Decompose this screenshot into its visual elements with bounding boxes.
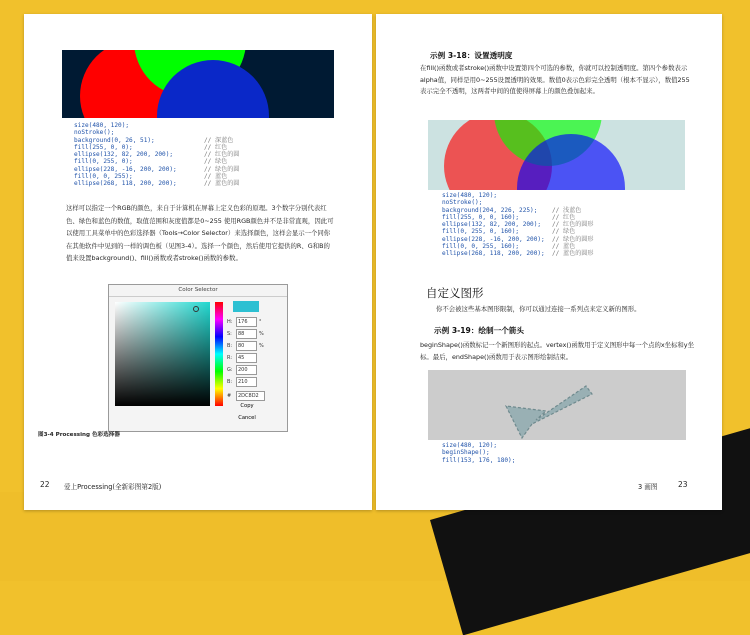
color-field-label: B: [227,343,233,349]
code-line: beginShape(); [442,449,490,457]
color-field-row [227,377,285,389]
section-title: 自定义图形 [426,286,484,300]
code-line [442,199,545,206]
code-line [74,180,240,188]
code-line [442,221,594,229]
code-text: ellipse(132, 82, 200, 200); [74,151,174,159]
code-line [74,158,228,166]
code-text: size(480, 120); [74,122,130,129]
code-text: size(480, 120); [442,192,498,199]
code-line [74,129,177,136]
code-text: ellipse(228, -16, 200, 200); [442,235,545,243]
color-field-input[interactable]: 80 [236,341,257,351]
code-line [442,250,594,258]
book-title: 爱上Processing(全新彩图第2版) [64,483,162,491]
color-field-label: S: [227,331,232,337]
code-line: fill(153, 176, 180); [442,456,516,464]
color-field-label: G: [227,367,233,373]
code-line [442,228,576,236]
code-comment: // 蓝色 [552,243,576,251]
color-field-row [227,353,285,365]
code-comment: // 浅蓝色 [552,206,582,214]
figure-caption: 图3-4 Processing 色彩选择器 [38,432,120,438]
code-line [74,143,228,151]
color-field-label: B: [227,379,233,385]
code-text: fill(255, 0, 0, 160); [442,213,520,221]
rgb-circles-figure [62,50,334,118]
transparent-circles-figure [428,120,685,190]
copy-button[interactable]: Copy [240,403,254,409]
code-text: ellipse(268, 118, 200, 200); [442,250,545,258]
color-field-row [227,365,285,377]
color-field-row [227,329,285,341]
body-paragraph: 这样可以指定一个RGB的颜色，来自于计算机在屏幕上定义色彩的原理。3个数字分别代表红色、绿色和蓝色的数值，取值范围和灰度值都是0~255 使用RGB颜色并不是非常直观，因此可以使用工具菜单中的色彩选择器（Tools→Color Selector）来选择颜色，这样会显示一个同你在其他软件中见到的一样的调色板（见图3-4）。选择一个颜色，然后使用它提供的R、G和B的值来设置background()、fill()函数或者stroke()函数的参数。 [66,204,334,263]
example-3-18-text: 在fill()函数或者stroke()函数中设置第四个可选的参数，你就可以控制透明度。第四个参数表示alpha值，同样是用0~255设置透明的效果。数值0表示色彩完全透明（根本不显示），数值255表示完全不透明，这两者中间的值使得屏幕上的颜色叠加起来。 [420,64,690,96]
code-line [442,192,545,199]
arrow-figure [428,370,686,440]
color-field-row [227,341,285,353]
color-field-unit: % [259,331,264,337]
code-line [74,165,240,173]
page-number-right: 23 [678,480,688,489]
hex-input[interactable]: 2DC8D2 [236,391,265,401]
color-field-label: R: [227,355,233,361]
code-comment: // 红色 [204,143,228,151]
hex-symbol: # [227,393,232,399]
arrow-code-listing [442,442,515,464]
code-comment: // 蓝色的圆形 [552,250,594,258]
code-line [74,122,177,129]
example-3-19-text: beginShape()函数标记一个新图形的起点。vertex()函数用于定义图形中每一个点的x坐标和y坐标。最后，endShape()函数用于表示图形绘制结束。 [420,341,694,361]
color-field-unit: % [259,343,264,349]
code-line [74,173,228,181]
color-selector-window [108,284,288,432]
code-comment: // 红色的圆 [204,151,240,159]
code-listing-left [74,122,240,188]
color-gradient-picker[interactable] [115,302,210,406]
code-comment: // 绿色的圆 [204,165,240,173]
code-line [442,243,576,251]
code-listing-right [442,192,594,258]
code-text: fill(0, 0, 255); [74,173,133,181]
code-text: fill(0, 255, 0); [74,158,133,166]
code-line [74,151,240,159]
code-comment: // 深蓝色 [204,136,234,144]
chapter-label: 3 画图 [638,483,658,491]
section-intro: 你不会被这些基本图形限制，你可以通过连接一系列点来定义新的图形。 [436,305,641,313]
code-text: ellipse(228, -16, 200, 200); [74,165,177,173]
code-text: noStroke(); [74,129,115,137]
code-comment: // 蓝色的圆 [204,180,240,188]
code-text: fill(255, 0, 0); [74,143,133,151]
color-field-row [227,317,285,329]
example-3-19-title: 示例 3-19：绘制一个箭头 [434,326,524,335]
code-comment: // 绿色 [204,158,228,166]
code-text: noStroke(); [442,199,483,207]
page-number-left: 22 [40,480,50,489]
code-text: ellipse(268, 118, 200, 200); [74,180,177,188]
cancel-button[interactable]: Cancel [238,415,256,421]
hex-row [227,391,285,403]
code-line [442,235,594,243]
color-field-input[interactable]: 45 [236,353,257,363]
code-text: background(204, 226, 225); [442,206,538,214]
color-field-input[interactable]: 200 [236,365,257,375]
code-text: fill(0, 0, 255, 160); [442,243,520,251]
picker-cursor[interactable] [193,306,199,312]
code-text: fill(0, 255, 0, 160); [442,228,520,236]
color-swatch [233,301,259,312]
code-comment: // 绿色的圆形 [552,235,594,243]
color-field-input[interactable]: 210 [236,377,257,387]
color-field-input[interactable]: 88 [236,329,257,339]
code-line: size(480, 120); [442,442,498,449]
code-comment: // 红色的圆形 [552,221,594,229]
right-page [376,14,722,510]
color-field-label: H: [227,319,233,325]
color-field-input[interactable]: 176 [236,317,257,327]
left-page [24,14,372,510]
code-comment: // 绿色 [552,228,576,236]
code-comment: // 蓝色 [204,173,228,181]
code-text: background(0, 26, 51); [74,136,155,144]
example-3-18-title: 示例 3-18：设置透明度 [430,51,513,60]
code-line [442,206,582,214]
hue-slider[interactable] [215,302,223,406]
code-line [442,213,576,221]
color-selector-title: Color Selector [109,285,287,297]
code-line [74,136,234,144]
code-text: ellipse(132, 82, 200, 200); [442,221,542,229]
code-comment: // 红色 [552,213,576,221]
color-field-unit: ° [259,319,262,325]
